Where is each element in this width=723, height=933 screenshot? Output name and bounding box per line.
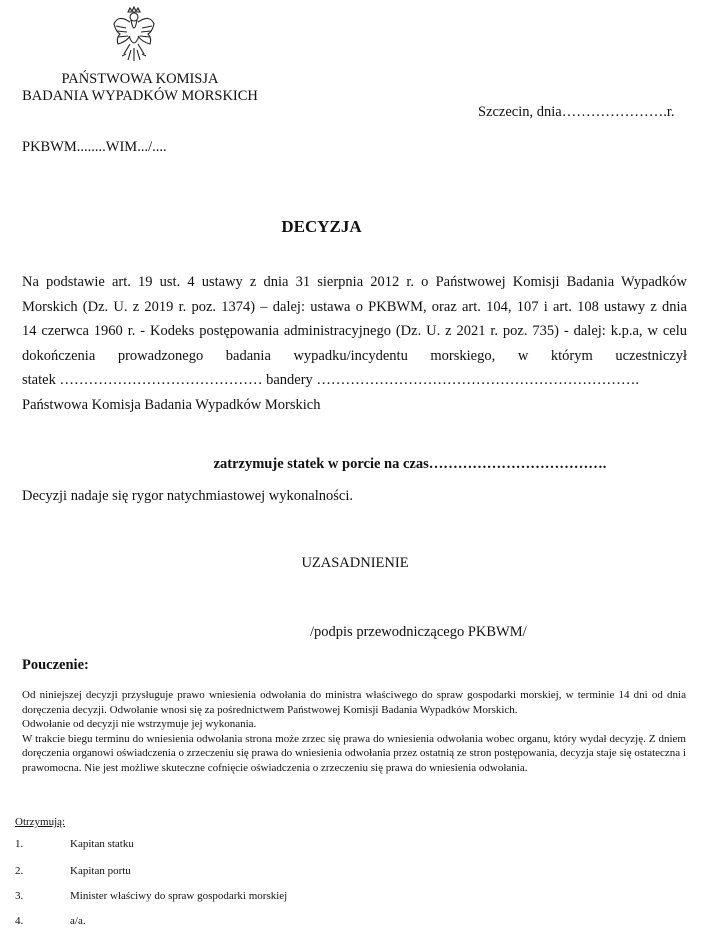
legal-basis-line: Państwowa Komisja Badania Wypadków Morskich — [22, 396, 321, 413]
recipient-label: Minister właściwy do spraw gospodarki morskiej — [70, 890, 288, 902]
institution-name-line1: PAŃSTWOWA KOMISJA — [61, 71, 219, 87]
recipient-item — [15, 890, 287, 902]
institution-name-line2: BADANIA WYPADKÓW MORSKICH — [22, 88, 258, 104]
signature-line: /podpis przewodniczącego PKBWM/ — [310, 624, 527, 640]
legal-basis-line: statek …………………………………… bandery …………………………………………………………. — [22, 372, 640, 388]
instruction-paragraph: Odwołanie od decyzji nie wstrzymuje jej wykonania. — [22, 718, 257, 731]
instruction-paragraph: W trakcie biegu terminu do wniesienia odwołania strona może zrzec się prawa do wniesienia odwołania wobec organu, który wydał decyzję. Z dniem doręczenia organowi oświadczenia o zrzeczeniu się prawa do wniesienia odwołania przez ostatnią ze stron postępowania, decyzja staje się ostateczna i prawomocna. Nie jest możliwe skuteczne cofnięcie oświadczenia o zrzeczeniu się prawa do wniesienia odwołania. — [22, 732, 686, 774]
recipients-heading: Otrzymują: — [15, 816, 66, 828]
legal-basis — [22, 270, 687, 417]
justification-heading: UZASADNIENIE — [301, 555, 409, 571]
white-eagle-emblem-icon — [112, 6, 156, 62]
legal-basis-line: 14 czerwca 1960 r. - Kodeks postępowania administracyjnego (Dz. U. z 2021 r. poz. 735) - dalej: k.p.a, w celu — [22, 323, 687, 339]
recipient-item — [15, 865, 131, 877]
recipient-number: 1. — [15, 838, 24, 850]
recipient-number: 3. — [15, 890, 24, 902]
recipient-item — [15, 915, 86, 927]
legal-basis-line: Morskich (Dz. U. z 2019 r. poz. 1374) – dalej: ustawa o PKBWM, oraz art. 104, 107 i art. 108 ustawy z dnia — [22, 298, 687, 315]
document-title: DECYZJA — [281, 217, 362, 236]
recipient-label: Kapitan statku — [70, 838, 134, 850]
recipient-number: 2. — [15, 865, 24, 877]
recipient-number: 4. — [15, 915, 24, 927]
reference-number: PKBWM........WIM.../.... — [22, 139, 167, 155]
enforcement-clause: Decyzji nadaje się rygor natychmiastowej wykonalności. — [22, 488, 353, 504]
instruction-paragraph: Od niniejszej decyzji przysługuje prawo wniesienia odwołania do ministra właściwego do spraw gospodarki morskiej, w terminie 14 dni od dnia doręczenia decyzji. Odwołanie wnosi się za pośrednictwem Państwowej Komisji Badania Wypadków Morskich. — [22, 689, 686, 716]
recipient-item — [15, 838, 134, 850]
instruction-text — [22, 688, 686, 776]
recipient-label: a/a. — [70, 915, 86, 927]
recipient-label: Kapitan portu — [70, 865, 131, 877]
legal-basis-line: dokończenia prowadzonego badania wypadku/incydentu morskiego, w którym uczestniczył — [22, 347, 687, 364]
decision-order: zatrzymuje statek w porcie na czas………………………………. — [213, 456, 607, 472]
instruction-heading: Pouczenie: — [22, 657, 89, 673]
place-date: Szczecin, dnia………………….r. — [478, 104, 675, 120]
legal-basis-line: Na podstawie art. 19 ust. 4 ustawy z dnia 31 sierpnia 2012 r. o Państwowej Komisji Badania Wypadków — [22, 274, 687, 290]
